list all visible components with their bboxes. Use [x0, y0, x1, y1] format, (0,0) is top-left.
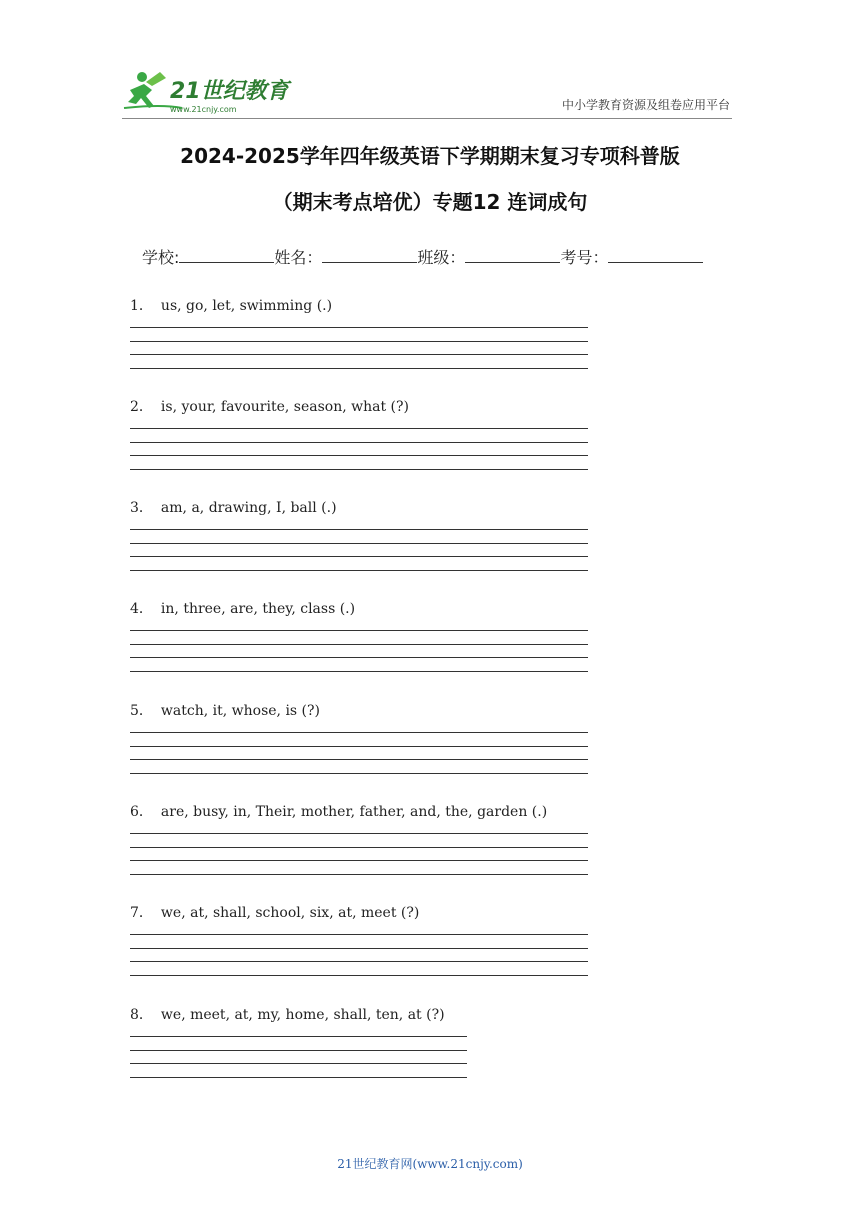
question-number: 8． [130, 1007, 153, 1023]
answer-line[interactable] [130, 874, 588, 875]
answer-line[interactable] [130, 354, 588, 355]
answer-line[interactable] [130, 341, 588, 342]
answer-line[interactable] [130, 732, 588, 733]
answer-line[interactable] [130, 529, 588, 530]
logo-text: 21世纪教育 [170, 79, 289, 104]
page-subtitle: （期末考点培优）专题12 连词成句 [272, 190, 588, 214]
school-label: 学校: [142, 248, 180, 267]
logo-21cnjy [122, 68, 292, 116]
school-field[interactable] [179, 244, 274, 263]
answer-line[interactable] [130, 1036, 467, 1037]
question-text: watch, it, whose, is (?) [160, 703, 320, 719]
answer-line[interactable] [130, 469, 588, 470]
answer-line[interactable] [130, 644, 588, 645]
answer-line[interactable] [130, 746, 588, 747]
question-number: 5． [130, 703, 153, 719]
page-header [0, 0, 860, 125]
question-text: we, at, shall, school, six, at, meet (?) [160, 905, 420, 921]
page-title: 2024-2025学年四年级英语下学期期末复习专项科普版 [180, 144, 680, 168]
question-text: us, go, let, swimming (.) [160, 298, 333, 314]
class-label: 班级： [417, 248, 466, 267]
question-text: are, busy, in, Their, mother, father, and, the, garden (.) [160, 804, 548, 820]
answer-line[interactable] [130, 657, 588, 658]
question-1 [130, 296, 588, 369]
answer-line[interactable] [130, 543, 588, 544]
question-7 [130, 903, 588, 976]
answer-line[interactable] [130, 773, 588, 774]
answer-line[interactable] [130, 368, 588, 369]
question-number: 4． [130, 601, 153, 617]
answer-line[interactable] [130, 961, 588, 962]
answer-line[interactable] [130, 1077, 467, 1078]
answer-line[interactable] [130, 428, 588, 429]
answer-line[interactable] [130, 833, 588, 834]
question-number: 7． [130, 905, 153, 921]
logo-url: www.21cnjy.com [170, 105, 237, 114]
page-footer: 21世纪教育网(www.21cnjy.com) [337, 1157, 523, 1171]
exam-no-field[interactable] [608, 244, 703, 263]
platform-name: 中小学教育资源及组卷应用平台 [561, 98, 730, 112]
answer-line[interactable] [130, 455, 588, 456]
answer-line[interactable] [130, 934, 588, 935]
question-2 [130, 397, 588, 470]
question-text: am, a, drawing, I, ball (.) [160, 500, 337, 516]
answer-line[interactable] [130, 556, 588, 557]
answer-line[interactable] [130, 671, 588, 672]
name-field[interactable] [322, 244, 417, 263]
question-6 [130, 802, 588, 875]
name-label: 姓名： [274, 248, 323, 267]
student-info-row [142, 244, 703, 268]
question-number: 1． [130, 298, 153, 314]
answer-line[interactable] [130, 759, 588, 760]
question-text: is, your, favourite, season, what (?) [160, 399, 409, 415]
answer-line[interactable] [130, 948, 588, 949]
answer-line[interactable] [130, 570, 588, 571]
question-5 [130, 701, 588, 774]
question-text: in, three, are, they, class (.) [160, 601, 356, 617]
question-3 [130, 498, 588, 571]
class-field[interactable] [465, 244, 560, 263]
answer-line[interactable] [130, 1050, 467, 1051]
answer-line[interactable] [130, 847, 588, 848]
answer-line[interactable] [130, 327, 588, 328]
question-8 [130, 1005, 467, 1078]
question-4 [130, 599, 588, 672]
answer-line[interactable] [130, 860, 588, 861]
question-number: 3． [130, 500, 153, 516]
answer-line[interactable] [130, 442, 588, 443]
answer-line[interactable] [130, 1063, 467, 1064]
header-divider [122, 118, 732, 119]
answer-line[interactable] [130, 630, 588, 631]
exam-no-label: 考号： [560, 248, 609, 267]
answer-line[interactable] [130, 975, 588, 976]
question-number: 2． [130, 399, 153, 415]
question-number: 6． [130, 804, 153, 820]
question-text: we, meet, at, my, home, shall, ten, at (?) [160, 1007, 445, 1023]
